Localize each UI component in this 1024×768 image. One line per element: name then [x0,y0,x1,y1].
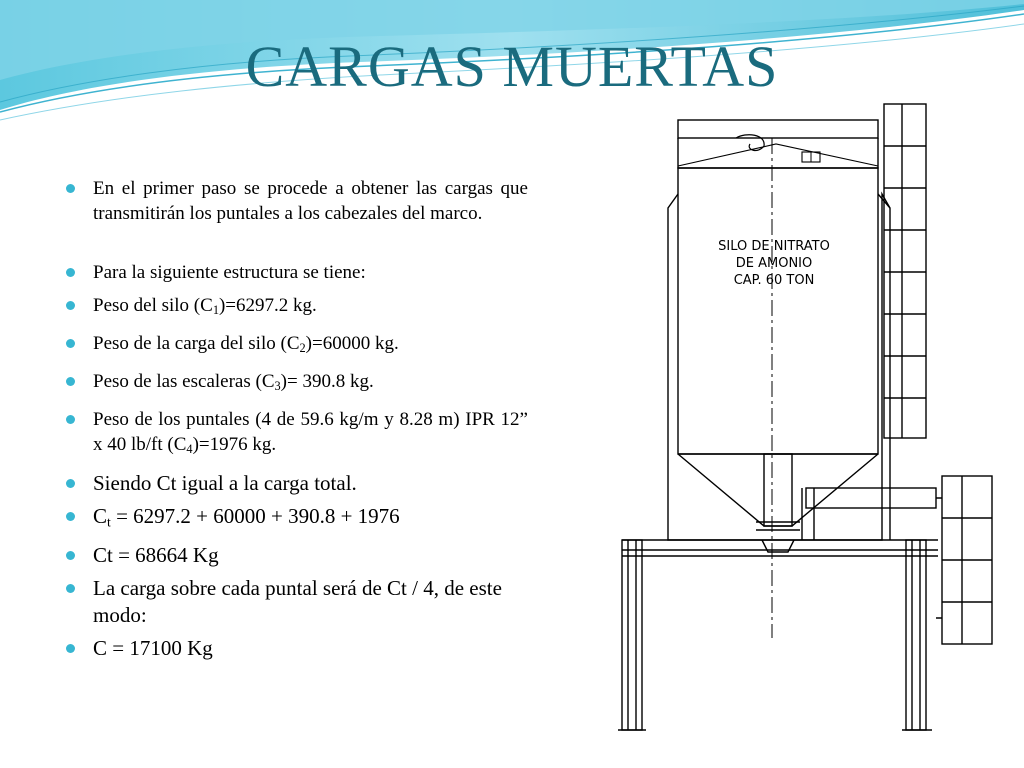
bullet-per-strut [60,575,528,629]
drawing-label-line2: DE AMONIO [735,256,813,271]
bullet-structure [60,260,528,285]
silo-drawing [596,98,1000,738]
bullet-text: Peso de las escaleras $(C_3)= 390.8$ kg. [93,371,374,394]
bullet-text: Ct = 68664 Kg [93,542,219,567]
bullet-text: La carga sobre cada puntal será de Ct / 4, de este modo: [93,575,502,627]
bullet-struts-weight [60,407,528,462]
bullet-text: Siendo Ct igual a la carga total. [93,471,357,496]
bullet-text: Para la siguiente estructura se tiene: [93,262,366,283]
frame-column-right [906,540,926,730]
drawing-label-line1: SILO DE NITRATO [718,239,830,254]
silo-hopper [678,454,878,526]
bullet-text: Peso del silo $(C_1)=6297.2$ kg. [93,295,317,318]
bullet-dot-icon [66,301,75,310]
bullet-dot-icon [66,551,75,560]
bullet-text: Peso de los puntales (4 de 59.6 kg/m y 8.28 m) IPR 12” x 40 lb/ft $(C_4)=1976$ kg. [93,409,528,457]
bullet-dot-icon [66,644,75,653]
bullet-intro [60,176,528,226]
bullet-dot-icon [66,584,75,593]
bullet-dot-icon [66,479,75,488]
drawing-label-line3: CAP. 60 TON [733,273,815,288]
bullet-dot-icon [66,184,75,193]
bullet-total-sum [60,503,528,535]
bullet-silo-weight [60,293,528,323]
bullet-load-weight [60,331,528,361]
bullet-text: En el primer paso se procede a obtener las cargas que transmitirán los puntales a los cabezales del marco. [93,178,528,224]
bullet-list [60,176,528,668]
bullet-result [60,635,528,662]
bullet-dot-icon [66,268,75,277]
bullet-dot-icon [66,377,75,386]
bullet-dot-icon [66,415,75,424]
page-title: CARGAS MUERTAS [245,34,779,99]
bullet-total-value [60,542,528,569]
bullet-text: $C_t = 6297.2 + 60000 + 390.8 + 1976$ [93,504,400,530]
silo-roof [678,120,878,138]
bullet-dot-icon [66,339,75,348]
bullet-text: Peso de la carga del silo $(C_2)=60000$ kg. [93,333,399,356]
frame-column-left [622,540,642,730]
bullet-total-def [60,470,528,497]
bullet-dot-icon [66,512,75,521]
bullet-text: C = 17100 Kg [93,635,213,660]
bullet-stairs-weight [60,369,528,399]
silo-body [678,168,878,454]
